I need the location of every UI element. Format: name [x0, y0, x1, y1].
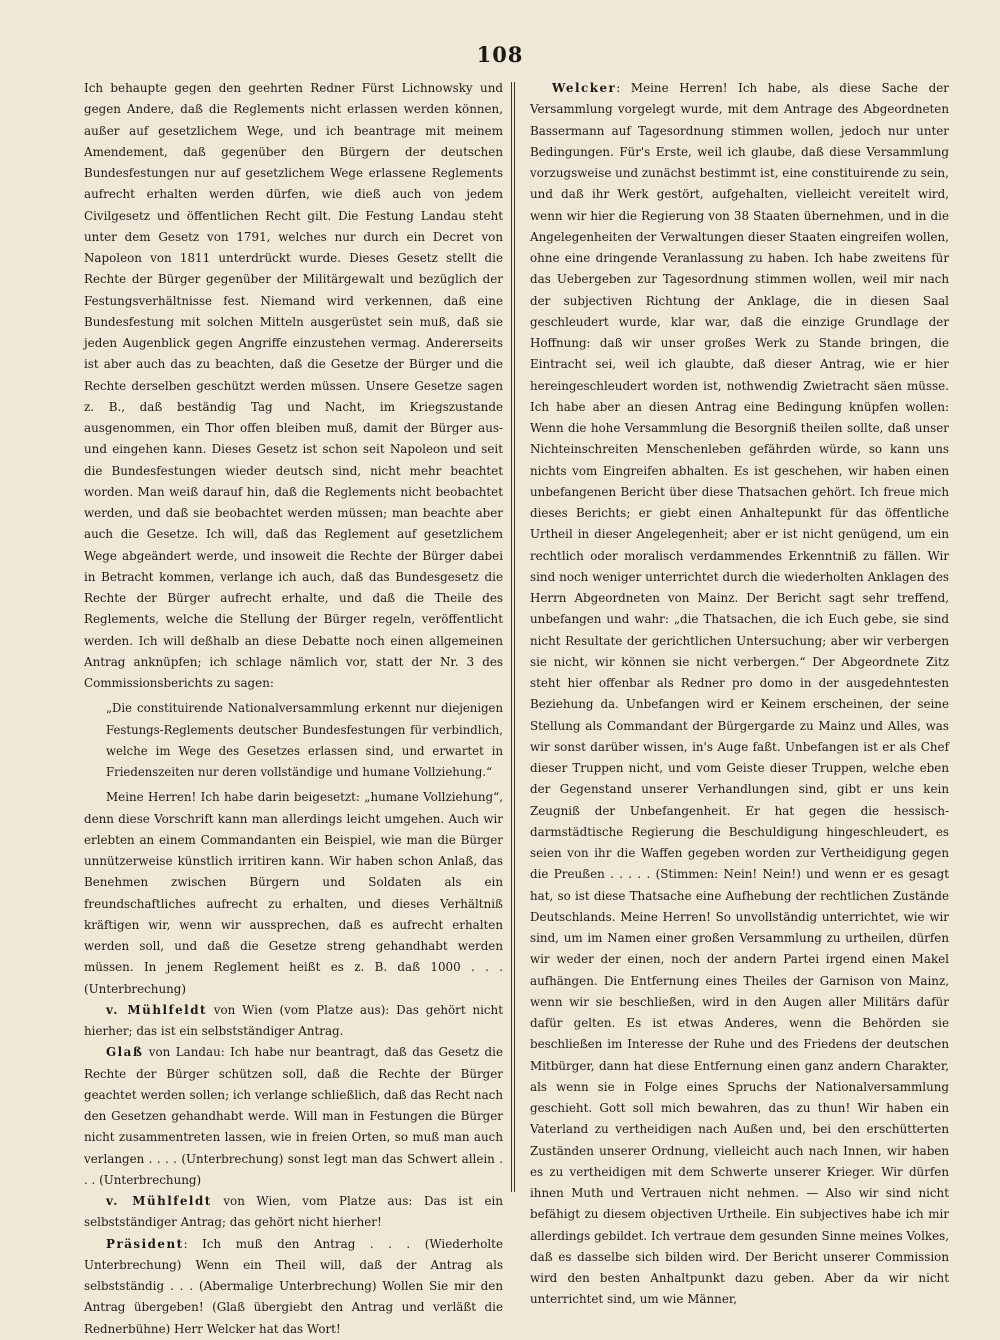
speech-welcker [530, 78, 949, 1311]
speaker-name: v. Mühlfeldt [106, 1194, 212, 1208]
proposed-motion-quote: „Die constituirende Nationalversammlung erkennt nur diejenigen Festungs-Reglements deutscher Bundesfestungen für verbindlich, welche im Wege des Gesetzes erlassen sind, und erwartet in Friedenszeiten nur deren vollständige und humane Vollziehung.“ [106, 701, 503, 779]
speech-text: von Landau: Ich habe nur beantragt, daß das Gesetz die Rechte der Bürger schützen soll, daß die Rechte der Bürger geachtet werden sollen; ich verlange schließlich, daß das Recht nach den Gesetzen gehandhabt werde. Will man in Festungen die Bürger nicht zusammentreten lassen, wie in freien Orten, so muß man auch verlangen . . . . (Unterbrechung) sonst legt man das Schwert allein . . . (Unterbrechung) [84, 1045, 503, 1187]
left-column [84, 78, 504, 1336]
speech-text: von Wien (vom Platze aus): Das gehört nicht hierher; das ist ein selbstständiger Antrag. [84, 1002, 503, 1038]
speech-text: : Ich muß den Antrag . . . (Wiederholte Unterbrechung) Wenn ein Theil will, daß der Antrag als selbstständig . . . (Abermalige Unterbrechung) Wollen Sie mir den Antrag übergeben! (Glaß übergiebt den Antrag und verläßt die Rednerbühne) Herr Welcker hat das Wort! [84, 1236, 503, 1336]
speech-muehlfeldt-2 [84, 1191, 503, 1234]
paragraph-lichnowsky-reply: Ich behaupte gegen den geehrten Redner Fürst Lichnowsky und gegen Andere, daß die Reglements nicht erlassen werden können, außer auf gesetzlichem Wege, und ich beantrage mit meinem Amendement, daß gegenüber den Bürgern der deutschen Bundesfestungen nur auf gesetzlichem Wege erlassene Reglements aufrecht erhalten werden dürfen, wie dieß auch von jedem Civilgesetz und öffentlichen Recht gilt. Die Festung Landau steht unter dem Gesetz von 1791, welches nur durch ein Decret von Napoleon von 1811 unterdrückt wurde. Dieses Gesetz stellt die Rechte der Bürger gegenüber der Militärgewalt und bezüglich der Festungsverhältnisse fest. Niemand wird verkennen, daß eine Bundesfestung mit solchen Mitteln ausgerüstet sein muß, daß sie jeden Augenblick gegen Angriffe einzustehen vermag. Andererseits ist aber auch das zu beachten, daß die Gesetze der Bürger und die Rechte derselben geschützt werden müssen. Unsere Gesetze sagen z. B., daß beständig Tag und Nacht, im Kriegszustande ausgenommen, ein Thor offen bleiben muß, damit der Bürger aus- und eingehen kann. Dieses Gesetz ist schon seit Napoleon und seit die Bundesfestungen wieder deutsch sind, nicht mehr beachtet worden. Man weiß darauf hin, daß die Reglements nicht beobachtet werden, und daß sie beobachtet werden müssen; man beachte aber auch die Gesetze. Ich will, daß das Reglement auf gesetzlichem Wege abgeändert werde, und insoweit die Rechte der Bürger dabei in Betracht kommen, verlange ich auch, daß das Bundesgesetz die Rechte der Bürger aufrecht erhalte, und daß die Theile des Reglements, welche die Stellung der Bürger regeln, veröffentlicht werden. Ich will deßhalb an diese Debatte noch einen allgemeinen Antrag anknüpfen; ich schlage nämlich vor, statt der Nr. 3 des Commissionsberichts zu sagen: [84, 81, 503, 690]
speech-president [84, 1234, 503, 1340]
speaker-name: Präsident [106, 1236, 184, 1251]
speech-text: : Meine Herren! Ich habe, als diese Sache der Versammlung vorgelegt wurde, mit dem Antrage des Abgeordneten Bassermann auf Tagesordnung stimmen wollen, jedoch nur unter Bedingungen. Für's Erste, weil ich glaube, daß diese Versammlung vorzugsweise und zunächst bestimmt ist, eine constituirende zu sein, und daß ihr Werk gestört, aufgehalten, vielleicht vereitelt wird, wenn wir hier die Regierung von 38 Staaten übernehmen, und in die Angelegenheiten der Verwaltungen dieser Staaten eingreifen wollen, ohne eine dringende Veranlassung zu haben. Ich habe zweitens für das Uebergeben zur Tagesordnung stimmen wollen, weil mir nach der subjectiven Richtung der Anklage, die in diesen Saal geschleudert wurde, klar war, daß die einzige Grundlage der Hoffnung: daß wir unser großes Werk zu Stande bringen, die Eintracht sei, weil ich glaubte, daß dieser Antrag, wie er hier hereingeschleudert worden ist, nothwendig Zwietracht säen müsse. Ich habe aber an diesen Antrag eine Bedingung knüpfen wollen: Wenn die hohe Versammlung die Besorgniß theilen sollte, daß unser Nichteinschreiten Menschenleben gefährden würde, so kann uns nichts vom Eingreifen abhalten. Es ist geschehen, wir haben einen unbefangenen Bericht über diese Thatsachen gehört. Ich freue mich dieses Berichts; er giebt einen Anhaltepunkt für das öffentliche Urtheil in dieser Angelegenheit; aber er ist nicht genügend, um ein rechtlich oder moralisch verdammendes Erkenntniß zu fällen. Wir sind noch weniger unterrichtet durch die wiederholten Anklagen des Herrn Abgeordneten von Mainz. Der Bericht sagt sehr treffend, unbefangen und wahr: „die Thatsachen, die ich Euch gebe, sie sind nicht Resultate der gerichtlichen Untersuchung; aber wir verbergen sie nicht, wir können sie nicht verbergen.“ Der Abgeordnete Zitz steht hier offenbar als Redner pro domo in der ausgedehntesten Beziehung da. Unbefangen wird er Keinem erscheinen, der seine Stellung als Commandant der Bürgergarde zu Mainz und Alles, was wir sonst darüber wissen, in's Auge faßt. Unbefangen ist er als Chef dieser Truppen nicht, und vom Geiste dieser Truppen, welche eben der Gegenstand unserer Verhandlungen sind, gibt er uns kein Zeugniß der Unbefangenheit. Er hat gegen die hessisch-darmstädtische Regierung die Beschuldigung hingeschleudert, es seien von ihr die Waffen gegeben worden zur Vertheidigung gegen die Preußen . . . . . (Stimmen: Nein! Nein!) und wenn er es gesagt hat, so ist diese Thatsache eine Aufhebung der rechtlichen Zustände Deutschlands. Meine Herren! So unvollständig unterrichtet, wie wir sind, um im Namen einer großen Versammlung zu urtheilen, dürfen wir weder der einen, noch der andern Partei irgend einen Makel aufhängen. Die Entfernung eines Theiles der Garnison von Mainz, wenn wir sie beschließen, wird in den Augen aller Militärs dafür dafür gelten. Es ist etwas Anderes, wenn die Behörden sie beschließen im Interesse der Ruhe und des Friedens der deutschen Mitbürger, dann hat diese Entfernung einen ganz andern Charakter, als wenn sie in Folge eines Spruchs der Nationalversammlung geschieht. Gott soll mich bewahren, das zu thun! Wir haben ein Vaterland zu vertheidigen nach Außen und, bei den erschütterten Zuständen unserer Ordnung, vielleicht auch nach Innen, wir haben es zu vertheidigen mit dem Schwerte unserer Krieger. Wir dürfen ihnen Muth und Vertrauen nicht nehmen. — Also wir sind nicht befähigt zu diesem objectiven Urtheile. Ein subjectives habe ich mir allerdings gebildet. Ich vertraue dem gesunden Sinne meines Volkes, daß es dasselbe sich bilden wird. Der Bericht unserer Commission wird den besten Anhaltpunkt dazu geben. Aber da wir nicht unterrichtet sind, um wie Männer, [530, 81, 949, 1307]
page-number: 108 [476, 42, 524, 67]
speaker-name: Glaß [106, 1045, 144, 1060]
speech-muehlfeldt-1 [84, 1000, 503, 1043]
speaker-name: v. Mühlfeldt [106, 1002, 207, 1017]
right-column [530, 78, 949, 1307]
paragraph-humane-execution: Meine Herren! Ich habe darin beigesetzt: „humane Vollziehung“, denn diese Vorschrift kann man allerdings leicht umgehen. Auch wir erlebten an einem Commandanten ein Beispiel, wie man die Bürger unnützerweise künstlich irritiren kann. Wir haben schon Anlaß, das Benehmen zwischen Bürgern und Soldaten als ein freundschaftliches aufrecht zu erhalten, und dieses Verhältniß kräftigen wir, wenn wir aussprechen, daß es aufrecht erhalten werden soll, und daß die Gesetze streng gehandhabt werden müssen. In jenem Reglement heißt es z. B. daß 1000 . . . (Unterbrechung) [84, 790, 503, 996]
speaker-name: Welcker [552, 81, 617, 95]
column-divider [511, 82, 515, 1192]
speech-text: von Wien, vom Platze aus: Das ist ein selbstständiger Antrag; das gehört nicht hierher! [84, 1194, 504, 1230]
speech-glass [84, 1042, 503, 1191]
